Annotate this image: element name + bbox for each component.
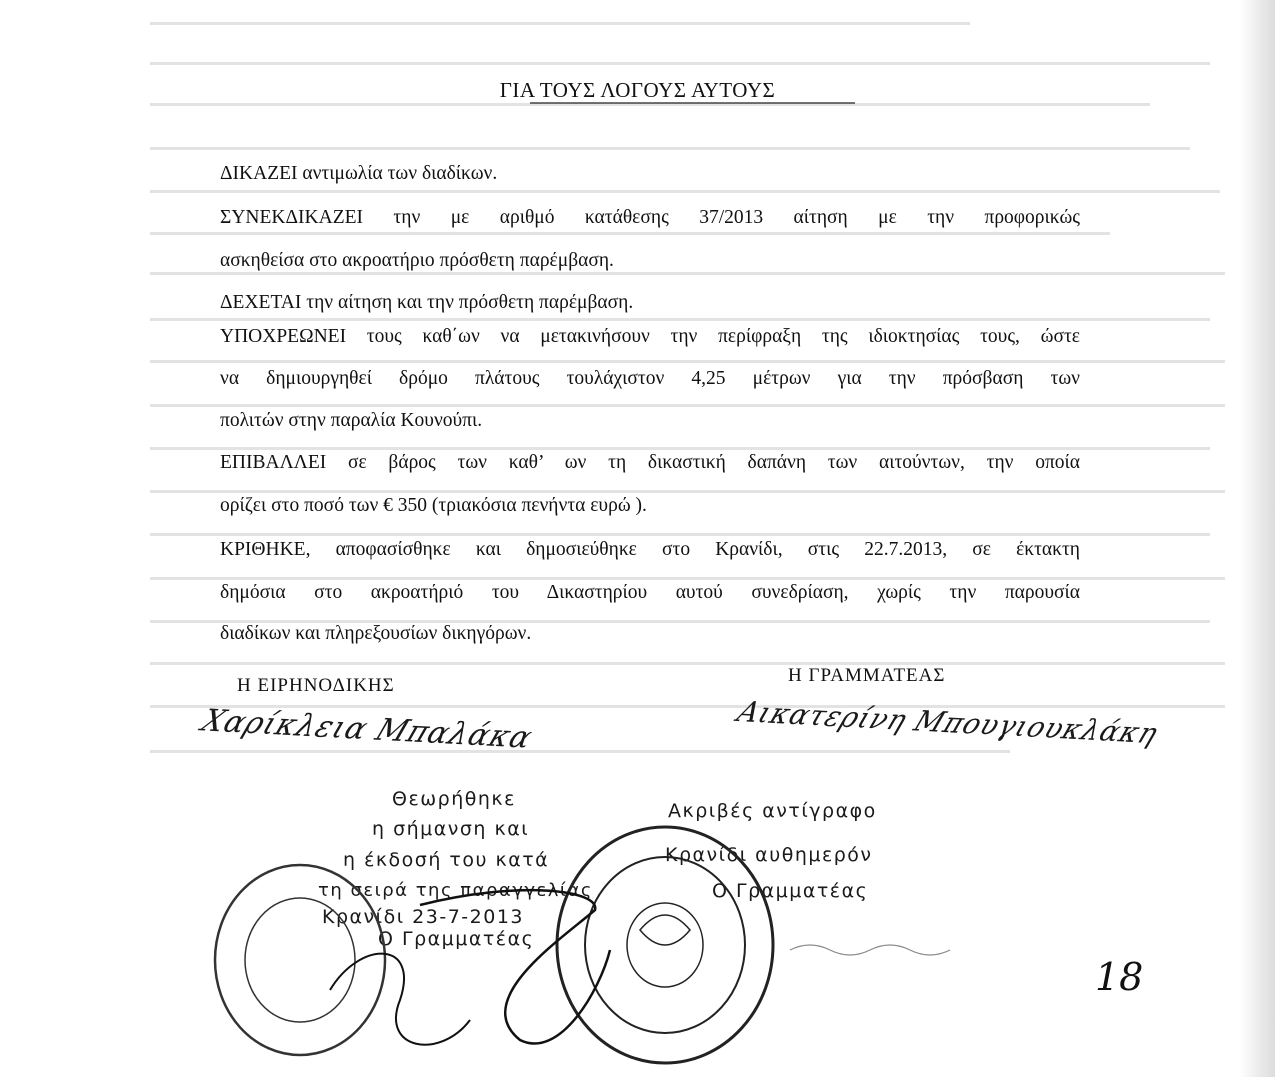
ruling-line-1: ΔΙΚΑΖΕΙ αντιμωλία των διαδίκων. [220, 163, 498, 184]
stamp-scribble-icon [330, 954, 470, 1045]
ruling-line-11: δημόσια στο ακροατήριό του Δικαστηρίου αυτού συνεδρίαση, χωρίς την παρουσία [220, 582, 1080, 603]
ruling-line-4: ΔΕΧΕΤΑΙ την αίτηση και την πρόσθετη παρέμβαση. [220, 292, 634, 313]
ruling-line-3: ασκηθείσα στο ακροατήριο πρόσθετη παρέμβαση. [220, 250, 614, 271]
clerk-label: Η ΓΡΑΜΜΑΤΕΑΣ [788, 665, 946, 686]
ruling-line-9: ορίζει στο ποσό των € 350 (τριακόσια πενήντα ευρώ ). [220, 495, 647, 516]
stamp-right-line-2: Κρανίδι αυθημερόν [665, 844, 873, 866]
scan-edge-shadow [1240, 0, 1275, 1077]
judge-label: Η ΕΙΡΗΝΟΔΙΚΗΣ [237, 675, 395, 696]
ruling-line-10: ΚΡΙΘΗΚΕ, αποφασίσθηκε και δημοσιεύθηκε στο Κρανίδι, στις 22.7.2013, σε έκτακτη [220, 539, 1080, 560]
ruling-line-5: ΥΠΟΧΡΕΩΝΕΙ τους καθ΄ων να μετακινήσουν την περίφραξη της ιδιοκτησίας τους, ώστε [220, 326, 1080, 347]
judge-handwritten-signature: Χαρίκλεια Μπαλάκα [196, 703, 538, 756]
ruling-line-2: ΣΥΝΕΚΔΙΚΑΖΕΙ την με αριθμό κατάθεσης 37/2013 αίτηση με την προφορικώς [220, 207, 1080, 228]
stamp-right-line-1: Ακριβές αντίγραφο [668, 800, 877, 822]
stamp-right-line-3: Ο Γραμματέας [712, 880, 869, 902]
stamp-left-line-1: Θεωρήθηκε [392, 788, 516, 810]
document-heading: ΓΙΑ ΤΟΥΣ ΛΟΓΟΥΣ ΑΥΤΟΥΣ [499, 78, 776, 102]
stamp-left-line-6: Ο Γραμματέας [378, 928, 535, 950]
ruling-line-6: να δημιουργηθεί δρόμο πλάτους τουλάχιστον 4,25 μέτρων για την πρόσβαση των [220, 368, 1080, 389]
stamp-left-line-2: η σήμανση και [372, 818, 530, 840]
ruling-line-7: πολιτών στην παραλία Κουνούπι. [220, 410, 483, 431]
initials-scribble-icon [790, 945, 950, 955]
stamp-left-line-5: Κρανίδι 23-7-2013 [322, 906, 525, 928]
ruling-line-12: διαδίκων και πληρεξουσίων δικηγόρων. [220, 623, 532, 644]
page-number: 18 [1095, 955, 1144, 999]
stamp-left-line-3: η έκδοσή του κατά [343, 849, 550, 871]
clerk-handwritten-signature: Αικατερίνη Μπουγιουκλάκη [732, 694, 1164, 751]
stamp-left-line-4: τη σειρά της παραγγελίας [318, 880, 593, 901]
ruling-line-8: ΕΠΙΒΑΛΛΕΙ σε βάρος των καθ’ ων τη δικαστική δαπάνη των αιτούντων, την οποία [220, 452, 1080, 473]
